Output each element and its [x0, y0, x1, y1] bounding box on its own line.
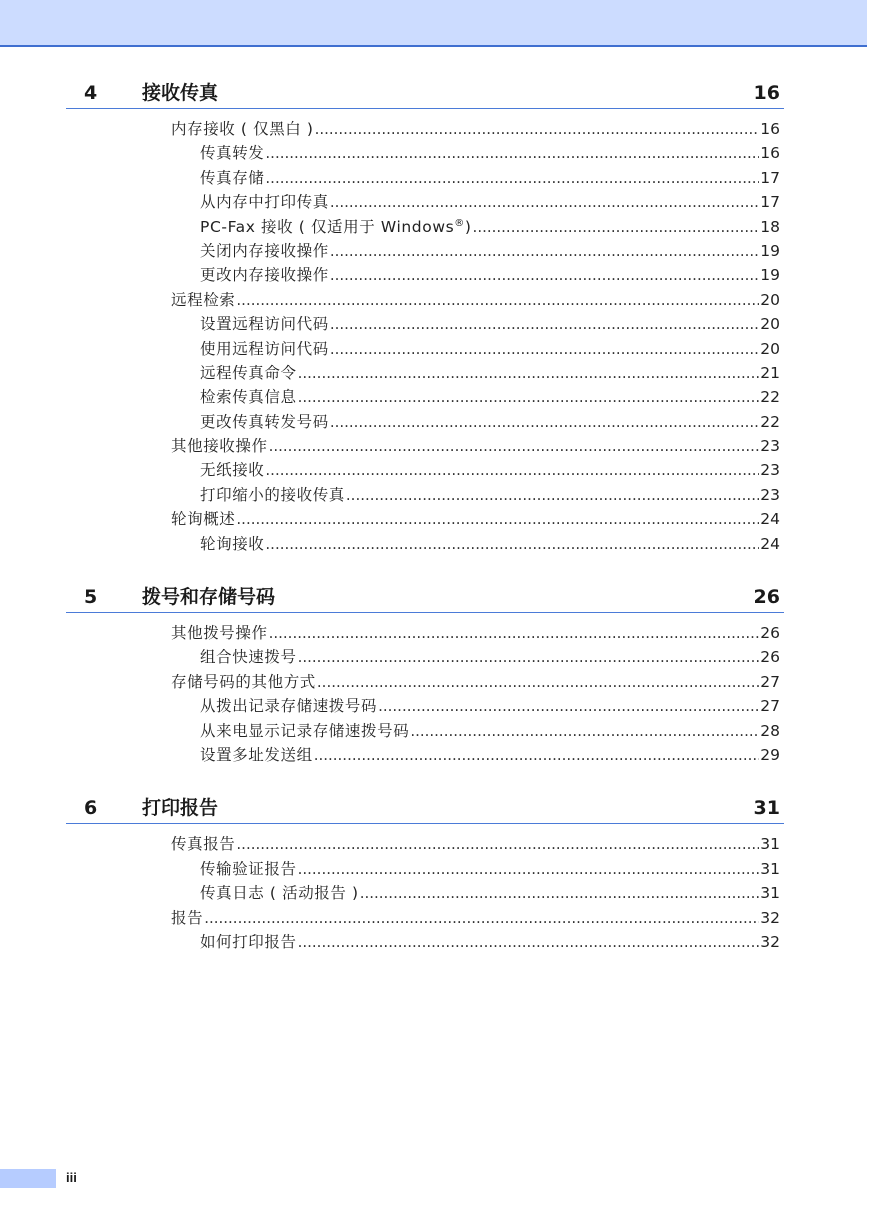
entry-title-text: 轮询接收: [200, 534, 265, 553]
dot-leader: [236, 835, 759, 853]
entry-title-text: 更改内存接收操作: [200, 266, 329, 285]
toc-entry[interactable]: [66, 621, 784, 645]
entry-title-text: 传真转发: [200, 144, 265, 163]
entry-page-number: 24: [760, 534, 780, 553]
entry-title-text: PC-Fax 接收 ( 仅适用于 Windows: [200, 217, 455, 236]
entry-title: [200, 239, 329, 261]
registered-mark: ®: [454, 217, 465, 229]
chapter-number: 6: [84, 797, 98, 820]
entry-title: [171, 288, 235, 310]
chapter-section: [66, 793, 784, 954]
chapter-page: 31: [753, 797, 780, 820]
entry-title: [200, 930, 297, 952]
toc-subentry[interactable]: [66, 337, 784, 361]
entry-title: [200, 166, 264, 188]
entry-title: [200, 881, 359, 903]
dot-leader: [330, 413, 759, 431]
entry-page-number: 31: [760, 835, 780, 854]
entry-page-number: 32: [760, 908, 780, 927]
dot-leader: [346, 486, 759, 504]
entry-page-number: 22: [760, 388, 780, 407]
entry-title: [171, 906, 203, 928]
entry-page-number: 23: [760, 437, 780, 456]
entry-title-suffix: ): [464, 217, 472, 236]
entry-page-number: 23: [760, 461, 780, 480]
entry-title-text: 存储号码的其他方式: [171, 672, 316, 691]
dot-leader: [298, 388, 760, 406]
entry-title-text: 从内存中打印传真: [200, 193, 329, 212]
entry-title: [200, 694, 377, 716]
dot-leader: [473, 218, 760, 236]
entry-title: [200, 410, 329, 432]
dot-leader: [330, 193, 759, 211]
toc-entry[interactable]: [66, 832, 784, 856]
toc-subentry[interactable]: [66, 410, 784, 434]
dot-leader: [265, 144, 759, 162]
toc-entry[interactable]: [66, 434, 784, 458]
page-number: iii: [66, 1170, 77, 1185]
toc-subentry[interactable]: [66, 263, 784, 287]
chapter-number: 5: [84, 586, 98, 609]
dot-leader: [410, 722, 759, 740]
entry-title: [200, 312, 329, 334]
entry-title: [200, 190, 329, 212]
entry-page-number: 20: [760, 290, 780, 309]
entry-title-text: 其他接收操作: [171, 437, 268, 456]
dot-leader: [330, 340, 759, 358]
toc-subentry[interactable]: [66, 532, 784, 556]
dot-leader: [265, 461, 759, 479]
chapter-section: [66, 582, 784, 767]
chapter-title: 打印报告: [142, 797, 219, 820]
entry-title-text: 轮询概述: [171, 510, 236, 529]
entry-page-number: 26: [760, 624, 780, 643]
dot-leader: [317, 673, 759, 691]
toc-entry[interactable]: [66, 507, 784, 531]
chapter-heading[interactable]: [66, 582, 784, 613]
entry-page-number: 17: [760, 193, 780, 212]
dot-leader: [269, 624, 760, 642]
toc-subentry[interactable]: [66, 458, 784, 482]
entry-page-number: 31: [760, 859, 780, 878]
toc-entry[interactable]: [66, 670, 784, 694]
toc-subentry[interactable]: [66, 141, 784, 165]
entry-page-number: 21: [760, 363, 780, 382]
entry-page-number: 29: [760, 745, 780, 764]
entry-title-text: 更改传真转发号码: [200, 412, 329, 431]
entry-page-number: 32: [760, 932, 780, 951]
entry-title-text: 传真日志 ( 活动报告 ): [200, 884, 359, 903]
toc-subentry[interactable]: [66, 361, 784, 385]
entry-title-text: 打印缩小的接收传真: [200, 485, 345, 504]
entry-title: [200, 361, 297, 383]
entry-title-text: 远程检索: [171, 290, 236, 309]
dot-leader: [236, 510, 759, 528]
entry-title: [200, 532, 264, 554]
dot-leader: [265, 535, 759, 553]
entry-title: [200, 385, 297, 407]
table-of-contents: [66, 78, 784, 980]
footer-band: [0, 1169, 56, 1188]
dot-leader: [330, 266, 759, 284]
toc-entry[interactable]: [66, 906, 784, 930]
entry-title: [200, 337, 329, 359]
chapter-title: 接收传真: [142, 82, 219, 104]
entry-title-text: 传输验证报告: [200, 859, 297, 878]
dot-leader: [330, 242, 759, 260]
entry-title: [200, 719, 409, 741]
toc-subentry[interactable]: [66, 694, 784, 718]
dot-leader: [236, 291, 759, 309]
entry-title: [171, 832, 235, 854]
entry-page-number: 17: [760, 168, 780, 187]
chapter-section: [66, 78, 784, 556]
entry-page-number: 20: [760, 339, 780, 358]
dot-leader: [204, 909, 759, 927]
dot-leader: [314, 746, 760, 764]
toc-subentry[interactable]: [66, 215, 784, 239]
entry-title-text: 其他拨号操作: [171, 624, 268, 643]
header-band: [0, 0, 867, 47]
entry-title: [171, 507, 235, 529]
entry-title-text: 如何打印报告: [200, 932, 297, 951]
entry-title-text: 从拨出记录存储速拨号码: [200, 697, 378, 716]
dot-leader: [360, 884, 760, 902]
entry-title-text: 从来电显示记录存储速拨号码: [200, 721, 410, 740]
entry-title: [200, 483, 345, 505]
toc-subentry[interactable]: [66, 385, 784, 409]
dot-leader: [298, 648, 760, 666]
entry-title-text: 设置多址发送组: [200, 745, 313, 764]
dot-leader: [269, 437, 760, 455]
entry-title-text: 设置远程访问代码: [200, 315, 329, 334]
dot-leader: [265, 169, 759, 187]
entry-title: [171, 670, 316, 692]
entry-page-number: 26: [760, 648, 780, 667]
dot-leader: [298, 860, 760, 878]
toc-subentry[interactable]: [66, 645, 784, 669]
dot-leader: [330, 315, 759, 333]
entry-title: [200, 263, 329, 285]
entry-title: [200, 458, 264, 480]
dot-leader: [298, 364, 760, 382]
toc-entry[interactable]: [66, 117, 784, 141]
entry-title: [171, 117, 314, 139]
chapter-page: 16: [753, 82, 780, 104]
entry-page-number: 27: [760, 672, 780, 691]
entry-page-number: 22: [760, 412, 780, 431]
entry-title-text: 传真报告: [171, 835, 236, 854]
dot-leader: [298, 933, 760, 951]
toc-subentry[interactable]: [66, 312, 784, 336]
chapter-heading[interactable]: [66, 793, 784, 824]
entry-page-number: 16: [760, 120, 780, 138]
toc-subentry[interactable]: [66, 190, 784, 214]
chapter-heading[interactable]: [66, 78, 784, 109]
entry-page-number: 31: [760, 884, 780, 903]
chapter-page: 26: [753, 586, 780, 609]
toc-subentry[interactable]: [66, 719, 784, 743]
chapter-title: 拨号和存储号码: [142, 586, 276, 609]
dot-leader: [378, 697, 759, 715]
toc-subentry[interactable]: [66, 930, 784, 954]
chapter-number: 4: [84, 82, 98, 104]
entry-title: [200, 743, 313, 765]
toc-subentry[interactable]: [66, 743, 784, 767]
dot-leader: [315, 120, 760, 138]
entry-page-number: 18: [760, 217, 780, 236]
entry-title: [171, 434, 268, 456]
entry-title-text: 检索传真信息: [200, 388, 297, 407]
entry-title-text: 内存接收 ( 仅黑白 ): [171, 120, 314, 138]
entry-title-text: 组合快速拨号: [200, 648, 297, 667]
entry-title: [171, 621, 268, 643]
entry-title: [200, 857, 297, 879]
entry-page-number: 19: [760, 266, 780, 285]
entry-title-text: 关闭内存接收操作: [200, 241, 329, 260]
entry-page-number: 16: [760, 144, 780, 163]
entry-page-number: 27: [760, 697, 780, 716]
entry-title: [200, 645, 297, 667]
toc-subentry[interactable]: [66, 483, 784, 507]
toc-subentry[interactable]: [66, 239, 784, 263]
entry-page-number: 28: [760, 721, 780, 740]
toc-subentry[interactable]: [66, 166, 784, 190]
entry-page-number: 23: [760, 485, 780, 504]
entry-title-text: 传真存储: [200, 168, 265, 187]
toc-entry[interactable]: [66, 288, 784, 312]
entry-title-text: 报告: [171, 908, 204, 927]
toc-subentry[interactable]: [66, 881, 784, 905]
entry-page-number: 24: [760, 510, 780, 529]
entry-title-text: 远程传真命令: [200, 363, 297, 382]
entry-title-text: 无纸接收: [200, 461, 265, 480]
entry-page-number: 19: [760, 241, 780, 260]
entry-title: [200, 141, 264, 163]
toc-subentry[interactable]: [66, 857, 784, 881]
entry-title: [200, 215, 472, 237]
entry-title-text: 使用远程访问代码: [200, 339, 329, 358]
entry-page-number: 20: [760, 315, 780, 334]
